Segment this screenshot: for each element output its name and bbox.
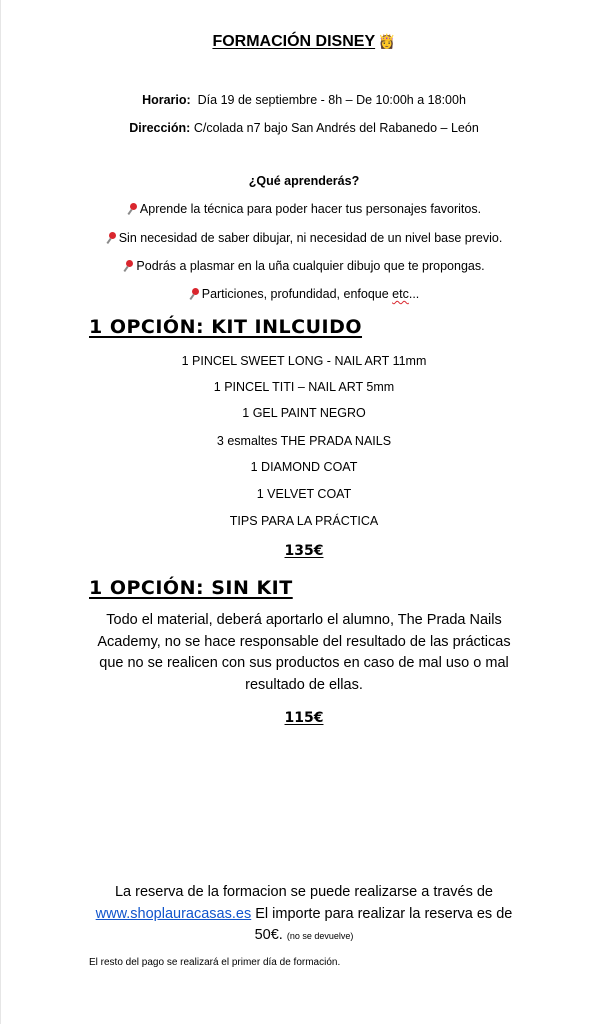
non-refundable-note: (no se devuelve) bbox=[286, 931, 354, 941]
kit-price: 135€ bbox=[284, 543, 324, 559]
page-title: FORMACIÓN DISNEY 👸 bbox=[212, 33, 396, 50]
learn-heading: ¿Qué aprenderás? bbox=[248, 174, 360, 188]
no-kit-option-heading: 1 OPCIÓN: SIN KIT bbox=[89, 577, 293, 599]
kit-item: 1 GEL PAINT NEGRO bbox=[242, 406, 366, 420]
no-kit-description: Todo el material, deberá aportarlo el alumno, The Prada Nails Academy, no se hace responsable del resultado de las prácticas que no se realicen con sus productos en caso de mal uso o mal resultado de ellas. bbox=[97, 612, 511, 693]
direccion-label: Dirección: bbox=[129, 121, 191, 135]
kit-option-heading: 1 OPCIÓN: KIT INLCUIDO bbox=[89, 316, 363, 338]
princess-emoji-icon: 👸 bbox=[378, 33, 396, 49]
learn-item: Podrás a plasmar en la uña cualquier dibujo que te propongas. bbox=[1, 259, 606, 273]
pushpin-icon bbox=[127, 203, 138, 214]
direccion-line bbox=[1, 121, 606, 135]
pushpin-icon bbox=[106, 232, 117, 243]
learn-item: Particiones, profundidad, enfoque etc... bbox=[1, 287, 606, 301]
misspelled-word: etc bbox=[392, 287, 409, 301]
horario-line bbox=[1, 93, 606, 107]
pushpin-icon bbox=[189, 288, 200, 299]
horario-label: Horario: bbox=[142, 93, 191, 107]
kit-item: 1 PINCEL SWEET LONG - NAIL ART 11mm bbox=[181, 354, 427, 368]
reservation-info: La reserva de la formacion se puede realizarse a través de www.shoplauracasas.es El importe para realizar la reserva es de 50€. (no se devuelve) bbox=[95, 884, 513, 943]
reservation-amount: 50€. bbox=[254, 927, 283, 943]
kit-item: 1 DIAMOND COAT bbox=[250, 460, 358, 474]
kit-item: 1 VELVET COAT bbox=[256, 487, 352, 501]
kit-item: 1 PINCEL TITI – NAIL ART 5mm bbox=[213, 380, 395, 394]
payment-footnote: El resto del pago se realizará el primer día de formación. bbox=[89, 957, 341, 968]
direccion-value: C/colada n7 bajo San Andrés del Rabanedo – León bbox=[193, 121, 479, 135]
pushpin-icon bbox=[123, 260, 134, 271]
kit-item: 3 esmaltes THE PRADA NAILS bbox=[216, 434, 392, 448]
kit-item: TIPS PARA LA PRÁCTICA bbox=[229, 514, 379, 528]
learn-item: Sin necesidad de saber dibujar, ni necesidad de un nivel base previo. bbox=[1, 231, 606, 245]
no-kit-price: 115€ bbox=[284, 710, 324, 726]
horario-value: Día 19 de septiembre - 8h – De 10:00h a 18:00h bbox=[197, 93, 466, 107]
learn-item: Aprende la técnica para poder hacer tus personajes favoritos. bbox=[1, 202, 606, 216]
shop-link[interactable]: www.shoplauracasas.es bbox=[95, 905, 252, 922]
